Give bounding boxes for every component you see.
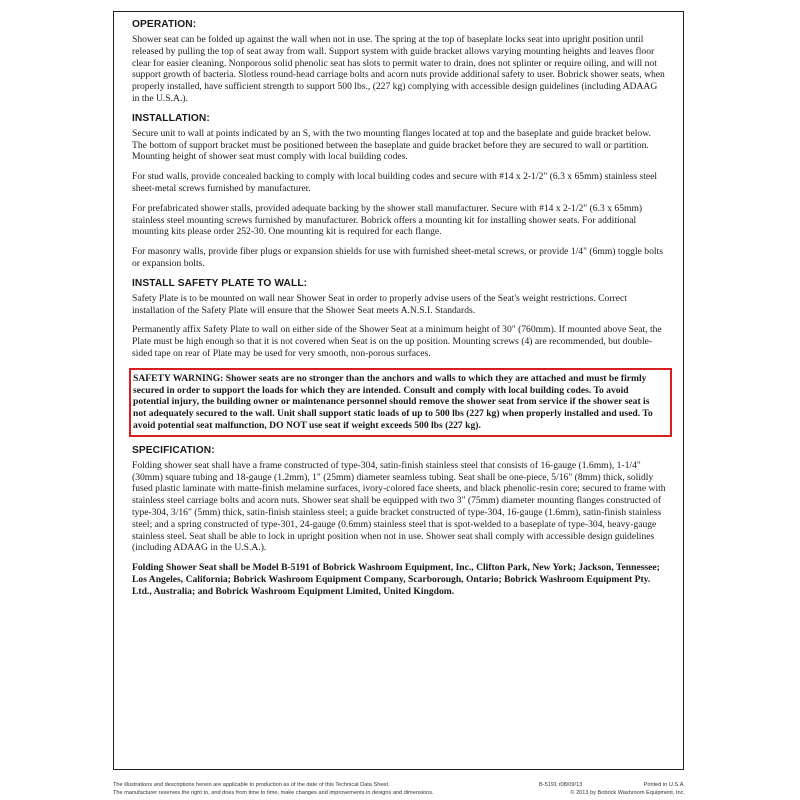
specification-paragraph: Folding shower seat shall have a frame constructed of type-304, satin-finish stainless steel that consists of 16-gauge (1.6mm), 1-1/4" (30mm) square tubing and 18-gauge (1.2mm), 1" (25mm) diameter seamless tubing. Seat shall be one-piece, 5/16" (8mm) thick, solidly fused plastic laminate with matte-finish melamine surfaces, ivory-colored face sheets, and black phenolic-resin core; secured to frame with stainless steel carriage bolts and acorn nuts. Shower seat shall be equipped with two 3" (75mm) diameter mounting flanges constructed of type-304, 3/16" (5mm) thick, satin-finish stainless steel; a guide bracket constructed of type-304, 16-gauge (1.6mm), satin-finish stainless steel; and a spring constructed of type-301, 24-gauge (0.6mm) stainless steel that is spot-welded to a baseplate of type-304, heavy-gauge stainless steel. Seat shall be able to lock in upright position when not in use. Shower seat shall comply with accessible design guidelines (including ADAAG in the U.S.A.). bbox=[132, 459, 666, 554]
operation-heading: OPERATION: bbox=[132, 19, 197, 30]
installation-section bbox=[132, 113, 667, 270]
footer-doc-code: B-5191 r08/09/13 bbox=[539, 782, 583, 788]
footer-disclaimer bbox=[113, 782, 473, 797]
safety-plate-paragraph: Permanently affix Safety Plate to wall on either side of the Shower Seat at a minimum height of 30" (760mm). If mounted above Seat, the Plate must be high enough so that it is not covered when Seat is on the up position. Mounting screws (4) are recommended, but double-sided tape on rear of Plate may be used for very smooth, non-porous surfaces. bbox=[132, 324, 662, 359]
operation-paragraph: Shower seat can be folded up against the wall when not in use. The spring at the top of baseplate locks seat into upright position until released by pulling the top of seat away from wall. Support system with guide bracket allows varying mounting heights and leaves floor clear for easier cleaning. Nonporous solid phenolic seat has slots to permit water to drain, does not splinter or require oiling, and will not support growth of bacteria. Slotless round-head carriage bolts and acorn nuts provide additional safety to user. Bobrick shower seats, when properly installed, have sufficient strength to support 500 lbs., (227 kg) complying with accessible design guidelines (including ADAAG in the U.S.A.). bbox=[132, 34, 665, 104]
installation-paragraph: For prefabricated shower stalls, provided adequate backing by the shower stall manufacturer. Secure with #14 x 2-1/2" (6.3 x 65mm) stainless steel mounting screws furnished by manufacturer. Bobrick offers a mounting kit for installing shower seats. For additional mounting kits please order 252-30. One mounting kit is required for each flange. bbox=[132, 202, 643, 238]
installation-paragraph: For stud walls, provide concealed backing to comply with local building codes and secure with #14 x 2-1/2" (6.3 x 65mm) stainless steel sheet-metal screws furnished by manufacturer. bbox=[132, 171, 658, 194]
safety-plate-heading: INSTALL SAFETY PLATE TO WALL: bbox=[132, 277, 308, 289]
footer-disclaimer-line: The manufacturer reserves the right to, and does from time to time, make changes and improvements in designs and dimensions. bbox=[113, 789, 434, 796]
footer-printing-info bbox=[570, 782, 685, 797]
footer-printed: Printed in U.S.A. bbox=[643, 782, 685, 788]
operation-section bbox=[132, 19, 667, 105]
specification-heading: SPECIFICATION: bbox=[132, 444, 215, 456]
specification-section bbox=[132, 445, 667, 598]
installation-paragraph: Secure unit to wall at points indicated by an S, with the two mounting flanges located at top and the baseplate and guide bracket below. The bottom of support bracket must be positioned between the baseplate and guide bracket before they are secured to wall or partition. Mounting height of shower seat must comply with local building codes. bbox=[132, 127, 651, 163]
safety-plate-section bbox=[132, 278, 667, 360]
document-body bbox=[132, 19, 667, 605]
safety-warning-box: SAFETY WARNING: Shower seats are no stronger than the anchors and walls to which they are attached and must be firmly secured in order to support the loads for which they are intended. Consult and comply with local building codes. To avoid potential injury, the building owner or maintenance personnel should remove the shower seat from service if the shower seat is not adequately secured to the wall. Unit shall support static loads of up to 500 lbs (227 kg) when properly installed and used. To avoid potential seat malfunction, DO NOT use seat if weight exceeds 500 lbs (227 kg). bbox=[129, 368, 672, 437]
model-note: Folding Shower Seat shall be Model B-5191 of Bobrick Washroom Equipment, Inc., Clifton Park, New York; Jackson, Tennessee; Los Angeles, California; Bobrick Washroom Equipment Company, Scarborough, Ontario; Bobrick Washroom Equipment Pty. Ltd., Australia; and Bobrick Washroom Equipment Limited, United Kingdom. bbox=[132, 562, 660, 597]
footer-copyright: © 2013 by Bobrick Washroom Equipment, Inc. bbox=[570, 789, 685, 796]
installation-heading: INSTALLATION: bbox=[132, 112, 210, 124]
safety-plate-paragraph: Safety Plate is to be mounted on wall near Shower Seat in order to properly advise users of the Seat's weight restrictions. Correct installation of the Safety Plate will ensure that the Shower Seat meets A.N.S.I. Standards. bbox=[132, 292, 627, 316]
footer-disclaimer-line: The illustrations and descriptions herein are applicable to production as of the date of this Technical Data Sheet. bbox=[113, 782, 390, 788]
installation-paragraph: For masonry walls, provide fiber plugs or expansion shields for use with furnished sheet-metal screws, or provide 1/4" (6mm) toggle bolts or expansion bolts. bbox=[132, 246, 663, 269]
